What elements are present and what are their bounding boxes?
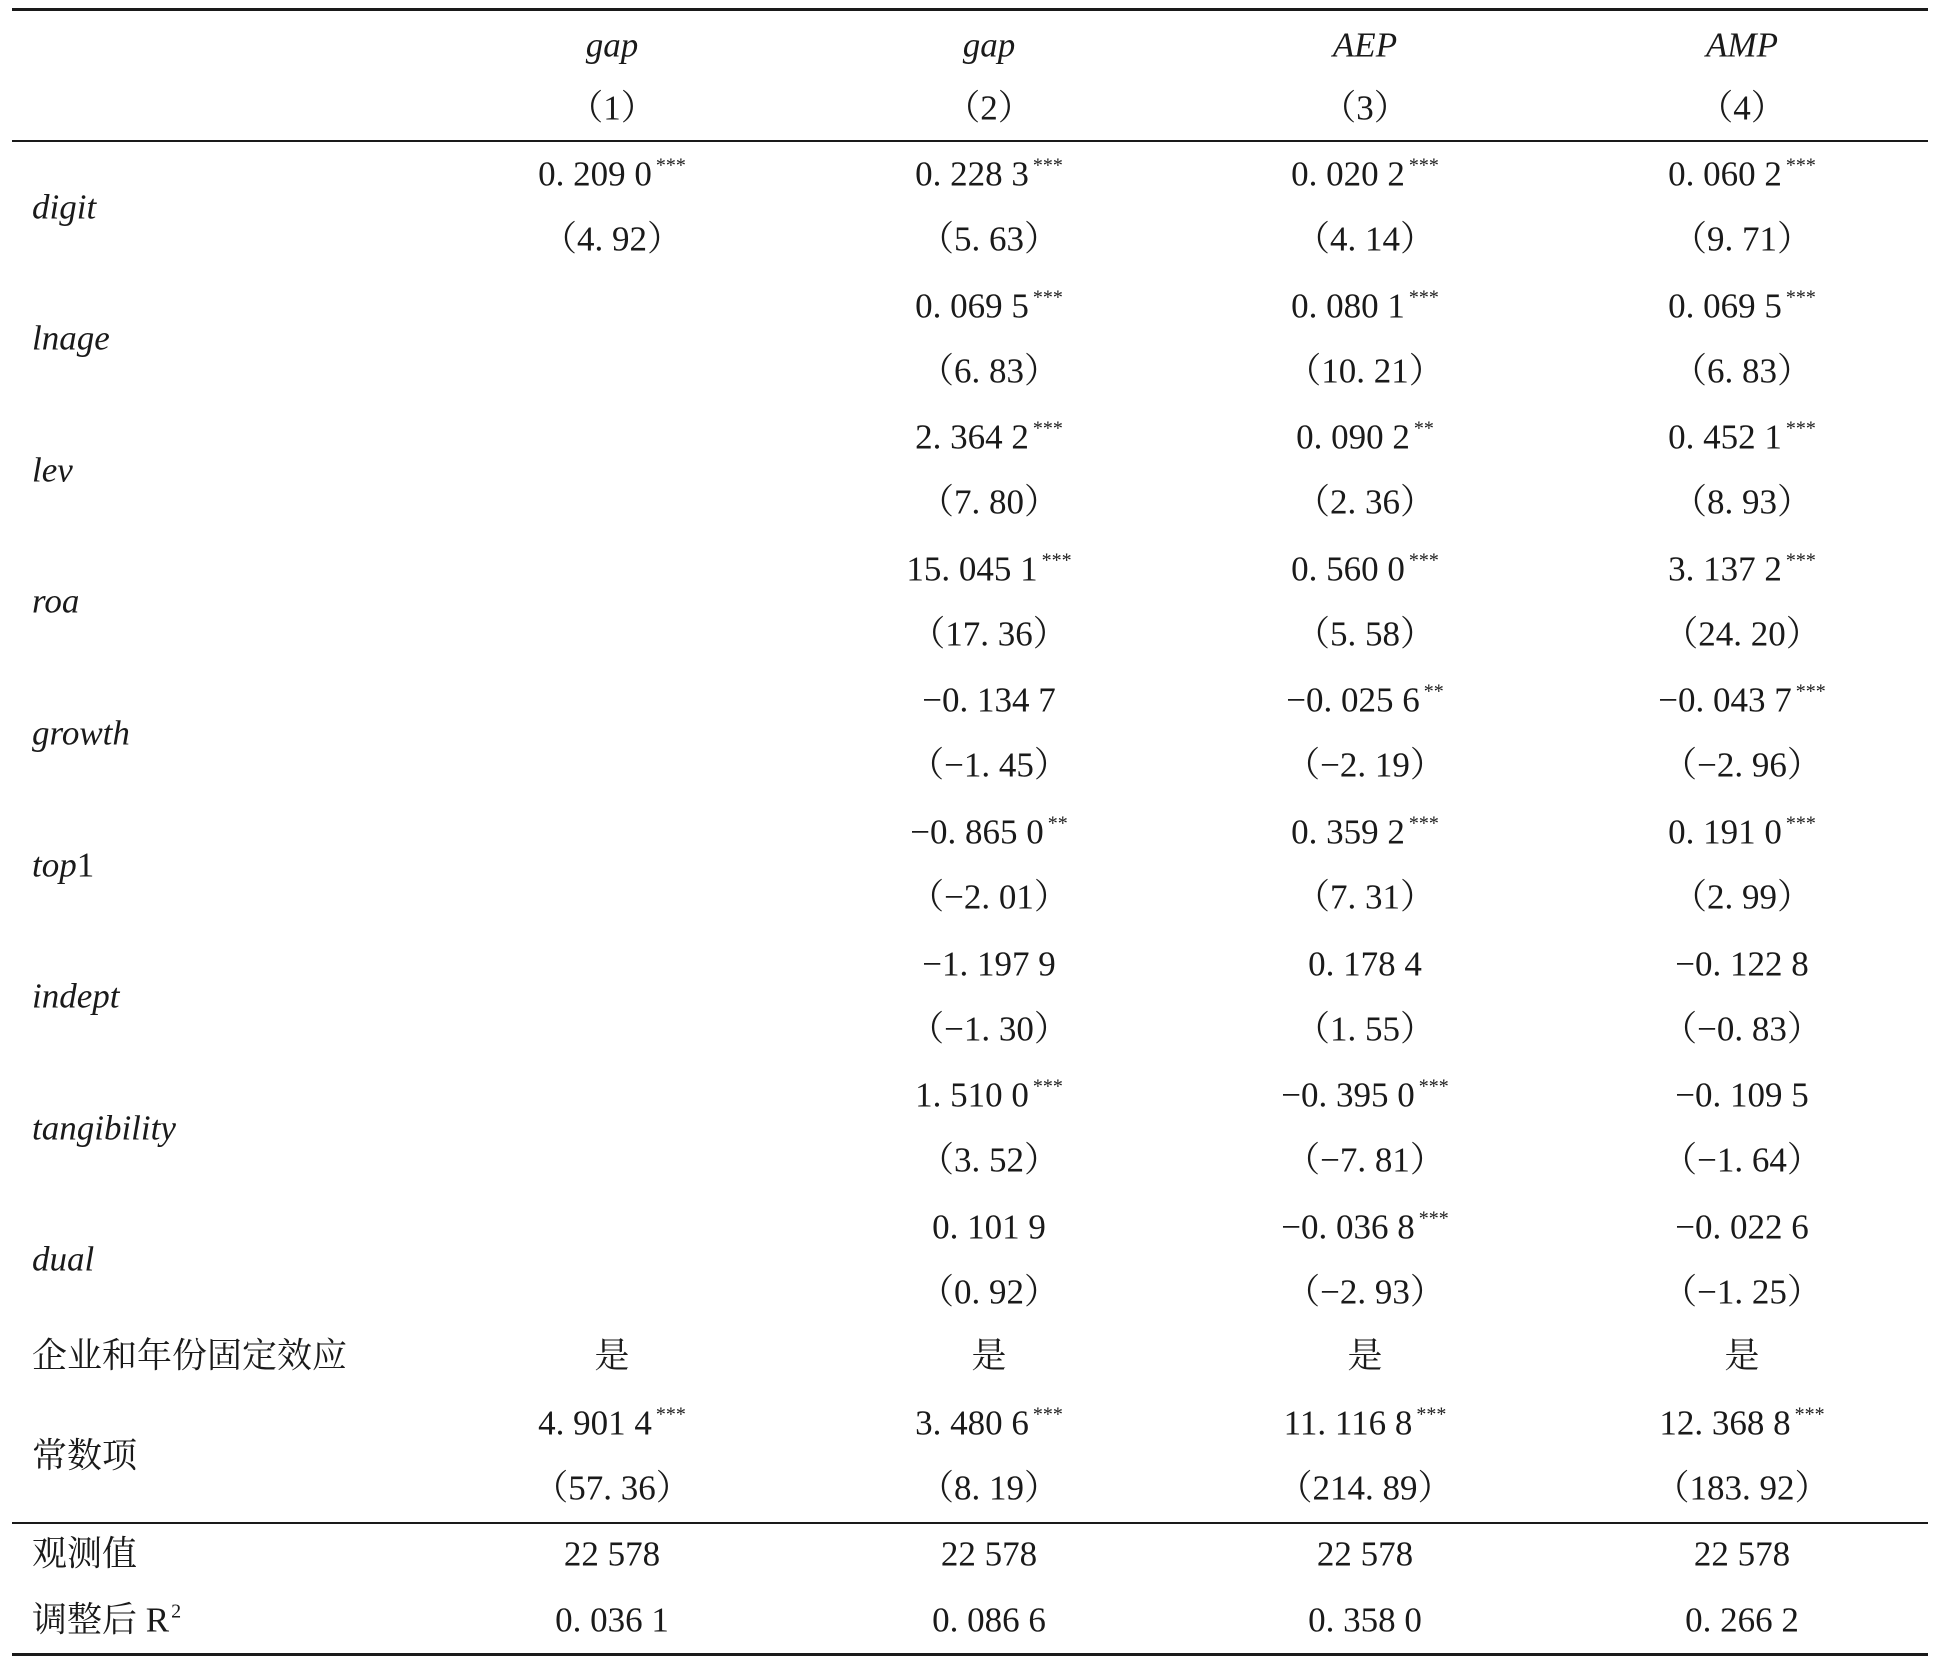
t-statistic: （5. 63） (918, 219, 1060, 259)
coefficient-cell (1668, 549, 1816, 589)
row-label (32, 1108, 176, 1148)
row-label (32, 847, 94, 882)
coefficient-cell (932, 1207, 1046, 1247)
fixed-effects-flag: 是 (1724, 1336, 1760, 1376)
t-statistic: （−1. 64） (1662, 1140, 1822, 1180)
row-label (32, 189, 96, 224)
coefficient-cell (1658, 680, 1826, 720)
row-label (32, 713, 130, 753)
adj-r2-value: 0. 036 1 (555, 1600, 669, 1640)
row-label-text: top (32, 845, 77, 884)
t-statistic: （−2. 96） (1662, 745, 1822, 785)
t-statistic: （8. 93） (1671, 482, 1813, 522)
t-statistic: （17. 36） (910, 614, 1068, 654)
column-header-number: （1） (568, 88, 656, 128)
significance-stars: *** (1794, 1403, 1825, 1426)
header-rule (12, 140, 1928, 142)
significance-stars: *** (1408, 812, 1439, 835)
t-statistic: （−1. 25） (1662, 1272, 1822, 1312)
coefficient-value: 0. 560 0 (1291, 549, 1405, 589)
row-label (32, 976, 120, 1016)
row-label-text: roa (32, 581, 80, 621)
observations-value: 22 578 (1693, 1534, 1791, 1574)
significance-stars: *** (1408, 549, 1439, 572)
bottom-rule (12, 1653, 1928, 1656)
row-label (32, 581, 80, 621)
t-statistic: （57. 36） (533, 1468, 691, 1508)
coefficient-value: −0. 022 6 (1675, 1207, 1809, 1247)
column-header-number: （4） (1698, 88, 1786, 128)
row-label-text: digit (32, 187, 97, 226)
coefficient-cell (1668, 154, 1816, 194)
significance-stars: *** (1416, 1403, 1447, 1426)
coefficient-value: −0. 025 6 (1286, 680, 1420, 720)
fixed-effects-flag: 是 (1347, 1336, 1383, 1376)
significance-stars: *** (1408, 154, 1439, 177)
superscript: 2 (171, 1600, 182, 1623)
coefficient-cell (915, 154, 1063, 194)
coefficient-value: −0. 134 7 (922, 680, 1056, 720)
coefficient-cell (915, 417, 1063, 457)
column-header-number: （3） (1321, 88, 1409, 128)
coefficient-cell (1668, 812, 1816, 852)
significance-stars: ** (1047, 812, 1068, 835)
coefficient-value: −0. 043 7 (1658, 680, 1792, 720)
t-statistic: （−1. 45） (909, 745, 1069, 785)
row-label (32, 1438, 137, 1473)
coefficient-cell (1291, 549, 1439, 589)
column-header-number: （2） (945, 88, 1033, 128)
coefficient-value: 2. 364 2 (915, 417, 1029, 457)
row-label-text: lnage (32, 318, 110, 358)
coefficient-cell (538, 154, 686, 194)
coefficient-value: 0. 101 9 (932, 1207, 1046, 1247)
significance-stars: ** (1423, 680, 1444, 703)
coefficient-cell (1291, 812, 1439, 852)
significance-stars: *** (1418, 1207, 1449, 1230)
t-statistic: （−2. 93） (1285, 1272, 1445, 1312)
t-statistic: （7. 31） (1294, 877, 1436, 917)
coefficient-cell (922, 944, 1056, 984)
coefficient-value: 15. 045 1 (906, 549, 1038, 589)
coefficient-value: −0. 395 0 (1281, 1075, 1415, 1115)
coefficient-cell (1675, 1075, 1809, 1115)
row-label-text: 常数项 (32, 1436, 138, 1475)
coefficient-value: 0. 069 5 (915, 286, 1029, 326)
t-statistic: （4. 92） (541, 219, 683, 259)
t-statistic: （9. 71） (1671, 219, 1813, 259)
significance-stars: *** (1041, 549, 1072, 572)
row-label-text: 观测值 (32, 1534, 138, 1574)
column-header-depvar: AEP (1332, 25, 1398, 65)
coefficient-value: −0. 122 8 (1675, 944, 1809, 984)
row-label (32, 450, 73, 490)
significance-stars: *** (1032, 417, 1063, 440)
t-statistic: （−2. 19） (1285, 745, 1445, 785)
coefficient-value: −0. 036 8 (1281, 1207, 1415, 1247)
observations-value: 22 578 (1316, 1534, 1414, 1574)
coefficient-value: 0. 191 0 (1668, 812, 1782, 852)
t-statistic: （10. 21） (1286, 351, 1444, 391)
coefficient-cell (1675, 944, 1809, 984)
coefficient-value: 0. 069 5 (1668, 286, 1782, 326)
coefficient-cell (1283, 1403, 1447, 1443)
t-statistic: （−0. 83） (1662, 1009, 1822, 1049)
coefficient-cell (915, 1075, 1063, 1115)
coefficient-value: −0. 865 0 (910, 812, 1044, 852)
coefficient-cell (1291, 154, 1439, 194)
t-statistic: （214. 89） (1277, 1468, 1453, 1508)
row-label-text: 调整后 R (32, 1600, 170, 1640)
coefficient-cell (1308, 944, 1422, 984)
top-rule (12, 8, 1928, 11)
coefficient-cell (1296, 417, 1434, 457)
coefficient-value: 0. 359 2 (1291, 812, 1405, 852)
coefficient-value: 3. 480 6 (915, 1403, 1029, 1443)
t-statistic: （4. 14） (1294, 219, 1436, 259)
coefficient-value: 0. 178 4 (1308, 944, 1422, 984)
coefficient-value: 0. 020 2 (1291, 154, 1405, 194)
observations-value: 22 578 (940, 1534, 1038, 1574)
coefficient-cell (1286, 680, 1444, 720)
fixed-effects-flag: 是 (971, 1336, 1007, 1376)
coefficient-value: 12. 368 8 (1659, 1403, 1791, 1443)
adj-r2-value: 0. 086 6 (932, 1600, 1046, 1640)
t-statistic: （7. 80） (918, 482, 1060, 522)
significance-stars: ** (1413, 417, 1434, 440)
t-statistic: （2. 99） (1671, 877, 1813, 917)
coefficient-value: −1. 197 9 (922, 944, 1056, 984)
significance-stars: *** (655, 1403, 686, 1426)
row-label-suffix: 1 (76, 845, 95, 884)
row-label (32, 1534, 138, 1574)
t-statistic: （−2. 01） (909, 877, 1069, 917)
column-header-depvar: gap (585, 25, 639, 65)
row-label (32, 1239, 95, 1279)
t-statistic: （6. 83） (918, 351, 1060, 391)
coefficient-value: 4. 901 4 (538, 1403, 652, 1443)
coefficient-cell (915, 1403, 1063, 1443)
coefficient-cell (538, 1403, 686, 1443)
t-statistic: （8. 19） (918, 1468, 1060, 1508)
adj-r2-value: 0. 266 2 (1685, 1600, 1799, 1640)
coefficient-value: 3. 137 2 (1668, 549, 1782, 589)
significance-stars: *** (1032, 154, 1063, 177)
significance-stars: *** (1785, 154, 1816, 177)
coefficient-cell (1668, 286, 1816, 326)
row-label (32, 318, 110, 358)
significance-stars: *** (1795, 680, 1826, 703)
row-label-text: lev (32, 450, 73, 490)
t-statistic: （−7. 81） (1285, 1140, 1445, 1180)
coefficient-value: 0. 452 1 (1668, 417, 1782, 457)
coefficient-value: 0. 060 2 (1668, 154, 1782, 194)
coefficient-cell (1659, 1403, 1825, 1443)
significance-stars: *** (1032, 1403, 1063, 1426)
row-label (32, 1600, 182, 1640)
observations-value: 22 578 (563, 1534, 661, 1574)
coefficient-cell (1281, 1075, 1449, 1115)
t-statistic: （2. 36） (1294, 482, 1436, 522)
significance-stars: *** (1785, 549, 1816, 572)
t-statistic: （24. 20） (1663, 614, 1821, 654)
t-statistic: （6. 83） (1671, 351, 1813, 391)
body-rule (12, 1522, 1928, 1524)
t-statistic: （5. 58） (1294, 614, 1436, 654)
significance-stars: *** (1785, 286, 1816, 309)
row-label-text: indept (32, 976, 120, 1016)
coefficient-cell (1281, 1207, 1449, 1247)
coefficient-cell (915, 286, 1063, 326)
coefficient-cell (910, 812, 1068, 852)
coefficient-value: 0. 080 1 (1291, 286, 1405, 326)
coefficient-cell (1668, 417, 1816, 457)
significance-stars: *** (1408, 286, 1439, 309)
coefficient-value: 1. 510 0 (915, 1075, 1029, 1115)
significance-stars: *** (1785, 417, 1816, 440)
coefficient-cell (1291, 286, 1439, 326)
row-label-text: growth (32, 713, 130, 753)
coefficient-cell (1675, 1207, 1809, 1247)
significance-stars: *** (1785, 812, 1816, 835)
t-statistic: （0. 92） (918, 1272, 1060, 1312)
t-statistic: （1. 55） (1294, 1009, 1436, 1049)
coefficient-value: −0. 109 5 (1675, 1075, 1809, 1115)
adj-r2-value: 0. 358 0 (1308, 1600, 1422, 1640)
coefficient-value: 11. 116 8 (1283, 1403, 1413, 1443)
coefficient-value: 0. 090 2 (1296, 417, 1410, 457)
t-statistic: （183. 92） (1654, 1468, 1830, 1508)
coefficient-value: 0. 209 0 (538, 154, 652, 194)
coefficient-value: 0. 228 3 (915, 154, 1029, 194)
row-label-text: dual (32, 1239, 95, 1279)
significance-stars: *** (1032, 1075, 1063, 1098)
row-label (32, 1336, 348, 1376)
significance-stars: *** (1418, 1075, 1449, 1098)
column-header-depvar: gap (962, 25, 1016, 65)
row-label-text: 企业和年份固定效应 (32, 1336, 348, 1376)
significance-stars: *** (1032, 286, 1063, 309)
fixed-effects-flag: 是 (594, 1336, 630, 1376)
coefficient-cell (906, 549, 1072, 589)
t-statistic: （−1. 30） (909, 1009, 1069, 1049)
t-statistic: （3. 52） (918, 1140, 1060, 1180)
significance-stars: *** (655, 154, 686, 177)
column-header-depvar: AMP (1706, 25, 1778, 65)
coefficient-cell (922, 680, 1056, 720)
row-label-text: tangibility (32, 1108, 176, 1148)
